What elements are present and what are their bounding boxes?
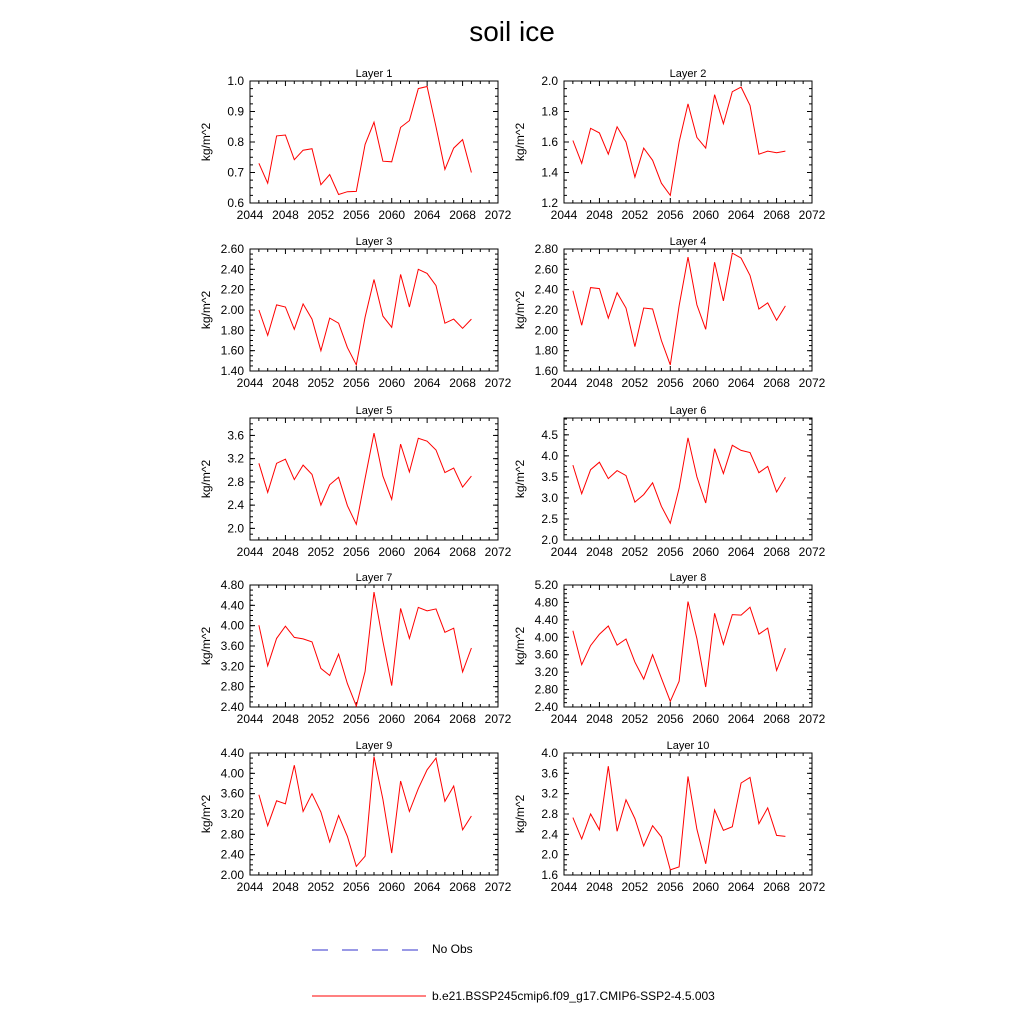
x-tick-label: 2060 (378, 376, 406, 390)
x-tick-label: 2056 (656, 545, 684, 559)
x-tick-label: 2052 (307, 376, 335, 390)
y-tick-label: 3.6 (227, 428, 244, 443)
y-tick-label: 3.60 (220, 786, 244, 801)
series-line (573, 253, 786, 365)
y-tick-label: 1.60 (220, 343, 244, 358)
y-tick-label: 5.20 (534, 578, 558, 592)
panel-title: Layer 10 (666, 740, 710, 752)
y-tick-label: 2.5 (541, 511, 558, 526)
x-tick-label: 2068 (449, 545, 476, 559)
x-tick-label: 2068 (763, 208, 790, 222)
y-tick-label: 3.60 (534, 647, 558, 662)
x-tick-label: 2044 (550, 712, 578, 726)
panel-layer-7 (199, 572, 512, 726)
x-tick-label: 2064 (727, 208, 755, 222)
x-tick-label: 2064 (727, 880, 755, 894)
x-tick-label: 2048 (272, 545, 299, 559)
y-tick-label: 2.40 (220, 700, 244, 714)
x-tick-label: 2064 (413, 208, 441, 222)
x-tick-label: 2056 (342, 712, 370, 726)
y-tick-label: 4.00 (220, 618, 244, 633)
x-tick-label: 2044 (236, 376, 264, 390)
y-tick-label: 2.80 (220, 679, 244, 694)
x-tick-label: 2064 (413, 545, 441, 559)
panel-layer-2 (513, 68, 826, 222)
series-line (259, 433, 472, 524)
x-tick-label: 2060 (378, 880, 406, 894)
y-tick-label: 2.40 (220, 262, 244, 277)
x-tick-label: 2060 (378, 208, 406, 222)
y-tick-label: 0.9 (227, 104, 244, 119)
x-tick-label: 2044 (550, 376, 578, 390)
x-tick-label: 2068 (449, 880, 476, 894)
y-tick-label: 3.0 (541, 490, 558, 505)
chart-title: soil ice (469, 16, 555, 47)
y-axis-label: kg/m^2 (513, 459, 527, 499)
plot-frame (564, 81, 812, 203)
y-tick-label: 2.20 (534, 303, 558, 317)
legend-obs-line (310, 944, 430, 956)
x-tick-label: 2060 (692, 880, 720, 894)
y-tick-label: 2.00 (534, 323, 558, 338)
panel-title: Layer 2 (669, 68, 707, 80)
x-tick-label: 2048 (272, 880, 299, 894)
y-axis-label: kg/m^2 (199, 626, 213, 666)
x-tick-label: 2052 (621, 880, 649, 894)
x-tick-label: 2068 (763, 545, 790, 559)
x-tick-label: 2068 (449, 208, 476, 222)
x-tick-label: 2048 (586, 880, 613, 894)
y-axis-label: kg/m^2 (199, 290, 213, 330)
panel-title: Layer 1 (355, 68, 393, 80)
y-tick-label: 4.0 (541, 746, 558, 760)
plot-frame (250, 418, 498, 540)
panel-title: Layer 4 (669, 236, 707, 248)
x-tick-label: 2056 (656, 712, 684, 726)
y-tick-label: 4.80 (220, 578, 244, 592)
y-tick-label: 2.00 (220, 303, 244, 317)
y-tick-label: 2.80 (534, 682, 558, 697)
y-tick-label: 2.40 (534, 282, 558, 297)
x-tick-label: 2060 (378, 712, 406, 726)
x-tick-label: 2060 (692, 208, 720, 222)
x-tick-label: 2048 (586, 376, 613, 390)
panel-layer-4 (513, 236, 826, 390)
x-tick-label: 2044 (550, 545, 578, 559)
y-tick-label: 1.4 (541, 165, 558, 180)
legend-model-label: b.e21.BSSP245cmip6.f09_g17.CMIP6-SSP2-4.5.003 (432, 989, 715, 1003)
panel-layer-9 (199, 740, 512, 894)
panel-title: Layer 9 (355, 740, 393, 752)
y-tick-label: 4.40 (534, 612, 558, 627)
y-tick-label: 3.20 (220, 807, 244, 821)
y-tick-label: 3.60 (220, 639, 244, 653)
panel-layer-10 (513, 740, 826, 894)
y-tick-label: 3.2 (227, 451, 244, 466)
series-line (573, 87, 786, 195)
x-tick-label: 2064 (727, 376, 755, 390)
y-axis-label: kg/m^2 (199, 122, 213, 162)
series-line (573, 602, 786, 702)
x-tick-label: 2060 (378, 545, 406, 559)
x-tick-label: 2072 (798, 208, 826, 222)
x-tick-label: 2056 (656, 208, 684, 222)
y-axis-label: kg/m^2 (199, 794, 213, 834)
y-tick-label: 1.2 (541, 196, 558, 210)
legend-model-line (310, 990, 430, 1002)
x-tick-label: 2064 (413, 880, 441, 894)
x-tick-label: 2072 (484, 376, 512, 390)
x-tick-label: 2052 (621, 545, 649, 559)
x-tick-label: 2072 (798, 712, 826, 726)
x-tick-label: 2064 (727, 712, 755, 726)
x-tick-label: 2044 (236, 712, 264, 726)
panel-title: Layer 7 (355, 572, 393, 584)
y-axis-label: kg/m^2 (513, 290, 527, 330)
series-line (259, 592, 472, 706)
y-tick-label: 1.0 (227, 74, 244, 88)
y-tick-label: 3.20 (534, 665, 558, 680)
panel-title: Layer 3 (355, 236, 393, 248)
panel-layer-8 (513, 572, 826, 726)
x-tick-label: 2072 (484, 880, 512, 894)
x-tick-label: 2072 (798, 880, 826, 894)
panel-layer-5 (199, 405, 512, 559)
x-tick-label: 2048 (272, 712, 299, 726)
panel-title: Layer 6 (669, 405, 707, 417)
x-tick-label: 2052 (621, 712, 649, 726)
y-tick-label: 2.60 (220, 242, 244, 256)
y-tick-label: 1.6 (541, 135, 558, 149)
y-tick-label: 2.8 (541, 807, 558, 821)
x-tick-label: 2048 (586, 545, 613, 559)
y-axis-label: kg/m^2 (513, 626, 527, 666)
x-tick-label: 2052 (307, 880, 335, 894)
y-tick-label: 2.0 (541, 533, 558, 547)
y-tick-label: 3.2 (541, 786, 558, 801)
x-tick-label: 2060 (692, 712, 720, 726)
x-tick-label: 2044 (236, 880, 264, 894)
series-line (573, 438, 786, 523)
series-line (573, 766, 786, 870)
x-tick-label: 2068 (763, 880, 790, 894)
y-tick-label: 4.00 (534, 630, 558, 645)
x-tick-label: 2068 (763, 376, 790, 390)
x-tick-label: 2072 (798, 545, 826, 559)
x-tick-label: 2064 (727, 545, 755, 559)
y-tick-label: 2.80 (220, 827, 244, 842)
y-axis-label: kg/m^2 (513, 122, 527, 162)
y-tick-label: 2.60 (534, 262, 558, 277)
x-tick-label: 2048 (586, 712, 613, 726)
x-tick-label: 2060 (692, 545, 720, 559)
y-axis-label: kg/m^2 (513, 794, 527, 834)
x-tick-label: 2056 (342, 376, 370, 390)
y-tick-label: 2.4 (541, 827, 558, 842)
x-tick-label: 2044 (550, 208, 578, 222)
x-tick-label: 2072 (484, 712, 512, 726)
x-tick-label: 2052 (621, 376, 649, 390)
series-line (259, 757, 472, 867)
x-tick-label: 2060 (692, 376, 720, 390)
x-tick-label: 2064 (413, 712, 441, 726)
x-tick-label: 2056 (656, 880, 684, 894)
y-tick-label: 4.00 (220, 766, 244, 781)
y-tick-label: 2.20 (220, 282, 244, 297)
y-tick-label: 1.6 (541, 868, 558, 882)
y-tick-label: 1.40 (220, 364, 244, 378)
y-tick-label: 2.80 (534, 242, 558, 256)
legend-obs-label: No Obs (432, 942, 473, 956)
panel-layer-1 (199, 68, 512, 222)
y-tick-label: 1.60 (534, 364, 558, 378)
y-tick-label: 4.40 (220, 746, 244, 760)
plot-frame (250, 585, 498, 707)
y-tick-label: 2.8 (227, 474, 244, 489)
x-tick-label: 2064 (413, 376, 441, 390)
panel-title: Layer 5 (355, 405, 393, 417)
y-tick-label: 0.7 (227, 165, 244, 180)
x-tick-label: 2056 (342, 545, 370, 559)
x-tick-label: 2072 (484, 545, 512, 559)
x-tick-label: 2056 (342, 880, 370, 894)
series-line (259, 87, 472, 195)
y-tick-label: 2.40 (534, 700, 558, 714)
y-tick-label: 1.80 (534, 343, 558, 358)
y-tick-label: 2.0 (541, 74, 558, 88)
y-tick-label: 1.80 (220, 323, 244, 338)
x-tick-label: 2052 (621, 208, 649, 222)
y-tick-label: 4.80 (534, 595, 558, 610)
x-tick-label: 2048 (272, 376, 299, 390)
x-tick-label: 2044 (550, 880, 578, 894)
x-tick-label: 2048 (272, 208, 299, 222)
y-tick-label: 4.5 (541, 427, 558, 442)
x-tick-label: 2056 (656, 376, 684, 390)
x-tick-label: 2044 (236, 208, 264, 222)
y-tick-label: 0.6 (227, 196, 244, 210)
y-tick-label: 2.40 (220, 847, 244, 862)
y-tick-label: 2.00 (220, 868, 244, 882)
plot-frame (250, 249, 498, 371)
panel-layer-6 (513, 405, 826, 559)
plot-frame (250, 753, 498, 875)
x-tick-label: 2052 (307, 208, 335, 222)
y-tick-label: 1.8 (541, 104, 558, 119)
y-tick-label: 3.6 (541, 766, 558, 781)
y-tick-label: 0.8 (227, 135, 244, 149)
y-tick-label: 3.20 (220, 659, 244, 674)
series-line (259, 269, 472, 365)
y-axis-label: kg/m^2 (199, 459, 213, 499)
plot-frame (564, 418, 812, 540)
x-tick-label: 2068 (449, 712, 476, 726)
plot-frame (564, 249, 812, 371)
y-tick-label: 2.4 (227, 498, 244, 513)
x-tick-label: 2068 (449, 376, 476, 390)
x-tick-label: 2068 (763, 712, 790, 726)
x-tick-label: 2048 (586, 208, 613, 222)
y-tick-label: 4.40 (220, 598, 244, 613)
x-tick-label: 2052 (307, 712, 335, 726)
panel-title: Layer 8 (669, 572, 707, 584)
x-tick-label: 2072 (484, 208, 512, 222)
y-tick-label: 2.0 (227, 521, 244, 536)
x-tick-label: 2052 (307, 545, 335, 559)
x-tick-label: 2056 (342, 208, 370, 222)
x-tick-label: 2072 (798, 376, 826, 390)
y-tick-label: 2.0 (541, 847, 558, 862)
y-tick-label: 4.0 (541, 448, 558, 463)
panel-layer-3 (199, 236, 512, 390)
x-tick-label: 2044 (236, 545, 264, 559)
y-tick-label: 3.5 (541, 469, 558, 484)
